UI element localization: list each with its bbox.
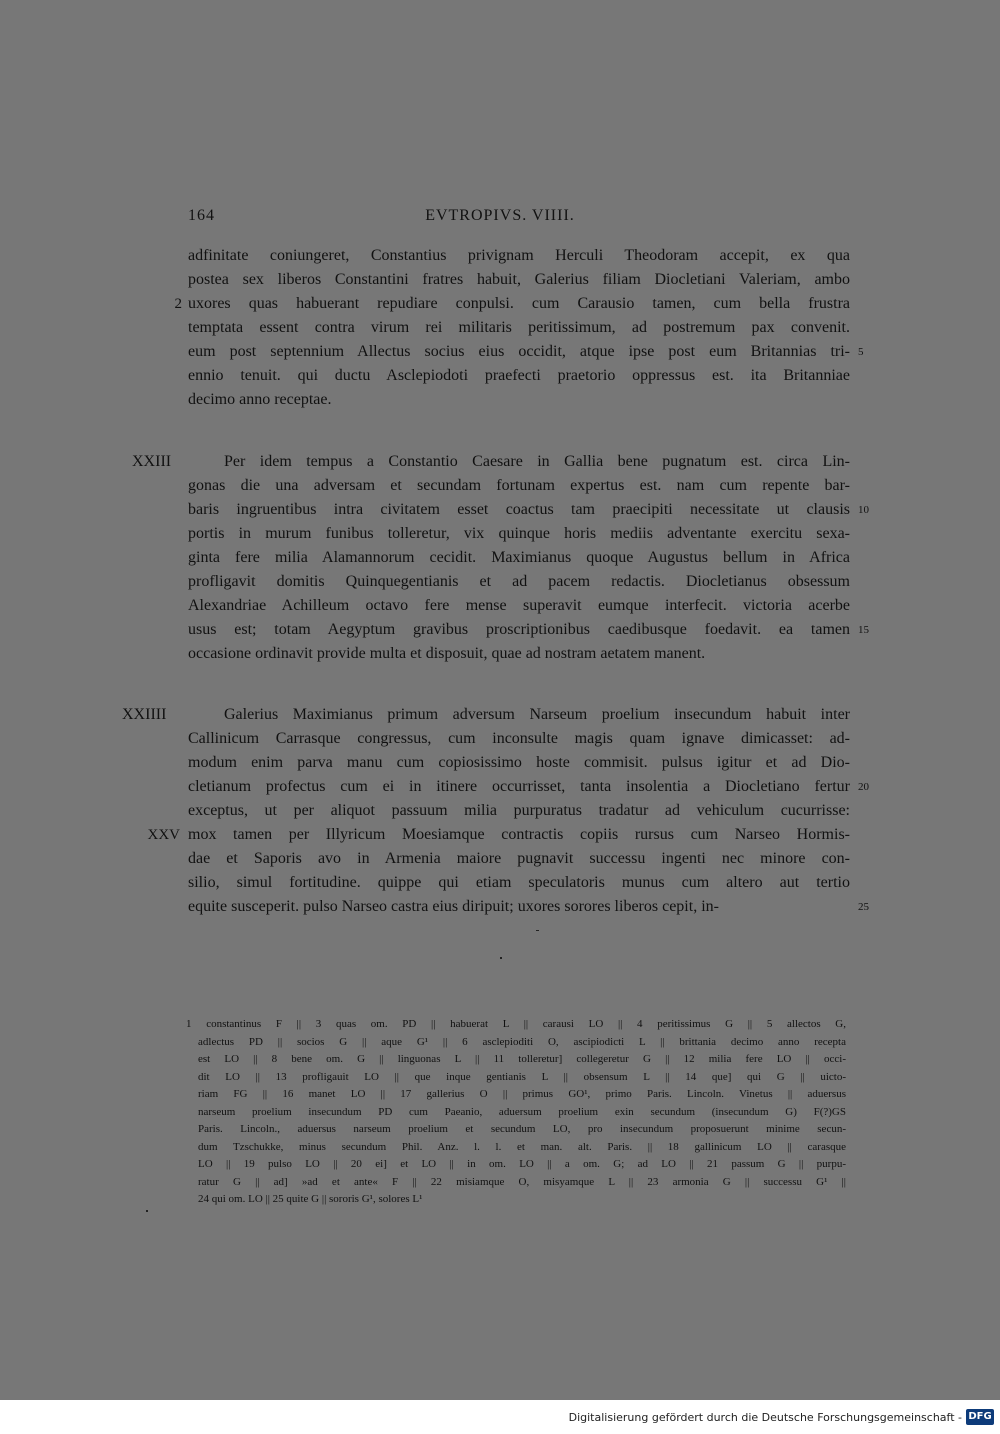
apparatus-line: 24 qui om. LO || 25 quite G || sororis G¹, solores L¹ [198,1193,423,1205]
text-line [188,268,850,292]
chapter-xxiiii-block [122,703,869,919]
chapter-xxiii-block [132,450,869,666]
apparatus-line: 1 constantinus F || 3 quas om. PD || habuerat L || carausi LO || 4 peritissimus G || 5 allectos G, [186,1018,846,1030]
digitization-credit: Digitalisierung gefördert durch die Deutsche Forschungsgemeinschaft - [568,1411,962,1424]
text-line-content: ennio tenuit. qui ductu Asclepiodoti praefecti praetorio oppressus est. ita Britanniae [188,367,850,384]
text-line-content: portis in murum funibus tolleretur, vix quinque horis mediis adventante exercitu sexa- [188,525,850,542]
line-number: 5 [858,346,864,358]
text-line-content: gonas die una adversam et secundam fortunam expertus est. nam cum repente bar- [188,477,850,494]
text-line-content: decimo anno receptae. [188,391,332,408]
line-number: 10 [858,504,869,516]
text-line-content: usus est; totam Aegyptum gravibus proscriptionibus caedibusque foedavit. ea tamen [188,621,850,638]
text-line [188,642,850,666]
apparatus-line: ratur G || ad] »ad et ante« F || 22 misiamque O, misyamque L || 23 armonia G || successu G¹ || [198,1175,846,1188]
text-line [188,775,869,799]
text-line-content: cletianum profectus cum ei in itinere occurrisset, tanta insolentia a Diocletiano fertur [188,778,850,795]
text-line [147,823,850,847]
text-line-content: eum post septennium Allectus socius eius occidit, atque ipse post eum Britannias tri- [188,343,850,360]
text-line [188,498,869,522]
text-line-content: Per idem tempus a Constantio Caesare in Gallia bene pugnatum est. circa Lin- [224,453,850,470]
text-line-content: modum enim parva manu cum copiosissimo hoste commisit. pulsus igitur et ad Dio- [188,754,850,771]
line-number: 25 [858,901,869,913]
apparatus-line: LO || 19 pulso LO || 20 ei] et LO || in om. LO || a om. G; ad LO || 21 passum G || purpu- [198,1158,846,1170]
text-line [188,895,869,919]
line-number: 20 [858,781,869,793]
chapter-number: XXIII [132,453,172,470]
text-line [188,316,850,340]
dfg-logo: DFG [966,1409,994,1425]
page-speck [500,957,502,959]
apparatus-line: est LO || 8 bene om. G || linguonas L || 11 tolleretur] collegeretur G || 12 milia fere LO || occi- [198,1053,846,1065]
running-head: EVTROPIVS. VIIII. [425,207,575,224]
text-line [188,474,850,498]
text-line [188,450,850,474]
text-line-content: profligavit domitis Quinquegentianis et ad pacem redactis. Diocletianus obsessum [188,573,850,590]
apparatus-line: narseum proelium insecundum PD cum Paeanio, aduersum proelium exin secundum (insecundum G) F(?)GS [198,1105,846,1118]
text-line [188,703,850,727]
text-line-content: Galerius Maximianus primum adversum Narseum proelium insecundum habuit inter [224,706,850,723]
left-margin-number: XXV [147,827,180,843]
text-line [188,364,850,388]
text-line [188,388,850,412]
text-line-content: occasione ordinavit provide multa et disposuit, quae ad nostram aetatem manent. [188,645,706,662]
left-margin-number: 2 [174,296,182,312]
text-line [188,799,850,823]
text-line-content: dae et Saporis avo in Armenia maiore pugnavit successu ingenti nec minore con- [188,850,850,867]
apparatus-line: Paris. Lincoln., aduersus narseum proelium et secundum LO, pro insecundum proposuerunt minime secun- [198,1123,846,1135]
text-line-content: equite susceperit. pulso Narseo castra eius diripuit; uxores sorores liberos cepit, in- [188,898,719,915]
text-line-content: postea sex liberos Constantini fratres habuit, Galerius filiam Diocletiani Valeriam, ambo [188,271,850,288]
text-line-content: mox tamen per Illyricum Moesiamque contractis copiis rursus cum Narseo Hormis- [188,826,850,843]
chapter-number: XXIIII [122,706,167,723]
text-line-content: temptata essent contra virum rei militaris peritissimum, ad postremum pax convenit. [188,319,850,336]
footer-bar [0,1400,1000,1434]
text-line-content: baris ingruentibus intra civitatem esset coactus tam praecipiti necessitate ut clausis [188,501,850,518]
text-line [188,570,850,594]
apparatus-line: dit LO || 13 profligauit LO || que inque gentianis L || obsensum L || 14 que] qui G || uicto- [198,1070,846,1083]
text-line [188,847,850,871]
text-line-content: adfinitate coniungeret, Constantius privignam Herculi Theodoram accepit, ex qua [188,247,850,264]
text-line [174,292,850,316]
text-line [188,244,850,268]
text-line-content: silio, simul fortitudine. quippe qui etiam speculatoris munus cum altero aut tertio [188,874,850,891]
text-line-content: uxores quas habuerant repudiare conpulsi. cum Carausio tamen, cum bella frustra [188,295,850,312]
page-speck [536,930,539,931]
line-number: 15 [858,624,869,636]
text-line-content: Callinicum Carrasque congressus, cum inconsulte magis quam ignave dimicasset: ad- [188,730,850,747]
text-line-content: exceptus, ut per aliquot passuum milia purpuratus tradatur ad vehiculum cucurrisse: [188,802,850,819]
apparatus-line: adlectus PD || socios G || aque G¹ || 6 asclepioditi O, ascipiodicti L || brittania decimo anno recepta [198,1035,846,1048]
text-line [188,594,850,618]
apparatus-line: dum Tzschukke, minus secundum Phil. Anz. l. l. et man. alt. Paris. || 18 gallinicum LO || carasque [198,1140,846,1153]
text-line [188,522,850,546]
apparatus-line: riam FG || 16 manet LO || 17 gallerius O || primus GO¹, primo Paris. Lincoln. Vinetus || aduersus [198,1088,846,1100]
text-line [188,340,864,364]
page-speck [146,1210,148,1212]
text-block-1 [174,244,864,412]
text-line-content: ginta fere milia Alamannorum cecidit. Maximianus quoque Augustus bellum in Africa [188,549,850,566]
text-line [188,751,850,775]
page-number: 164 [188,207,215,224]
text-line [188,727,850,751]
text-line [188,618,869,642]
critical-apparatus [186,1016,846,1209]
text-line [188,871,850,895]
text-line-content: Alexandriae Achilleum octavo fere mense superavit eumque interfecit. victoria acerbe [188,597,850,614]
text-line [188,546,850,570]
